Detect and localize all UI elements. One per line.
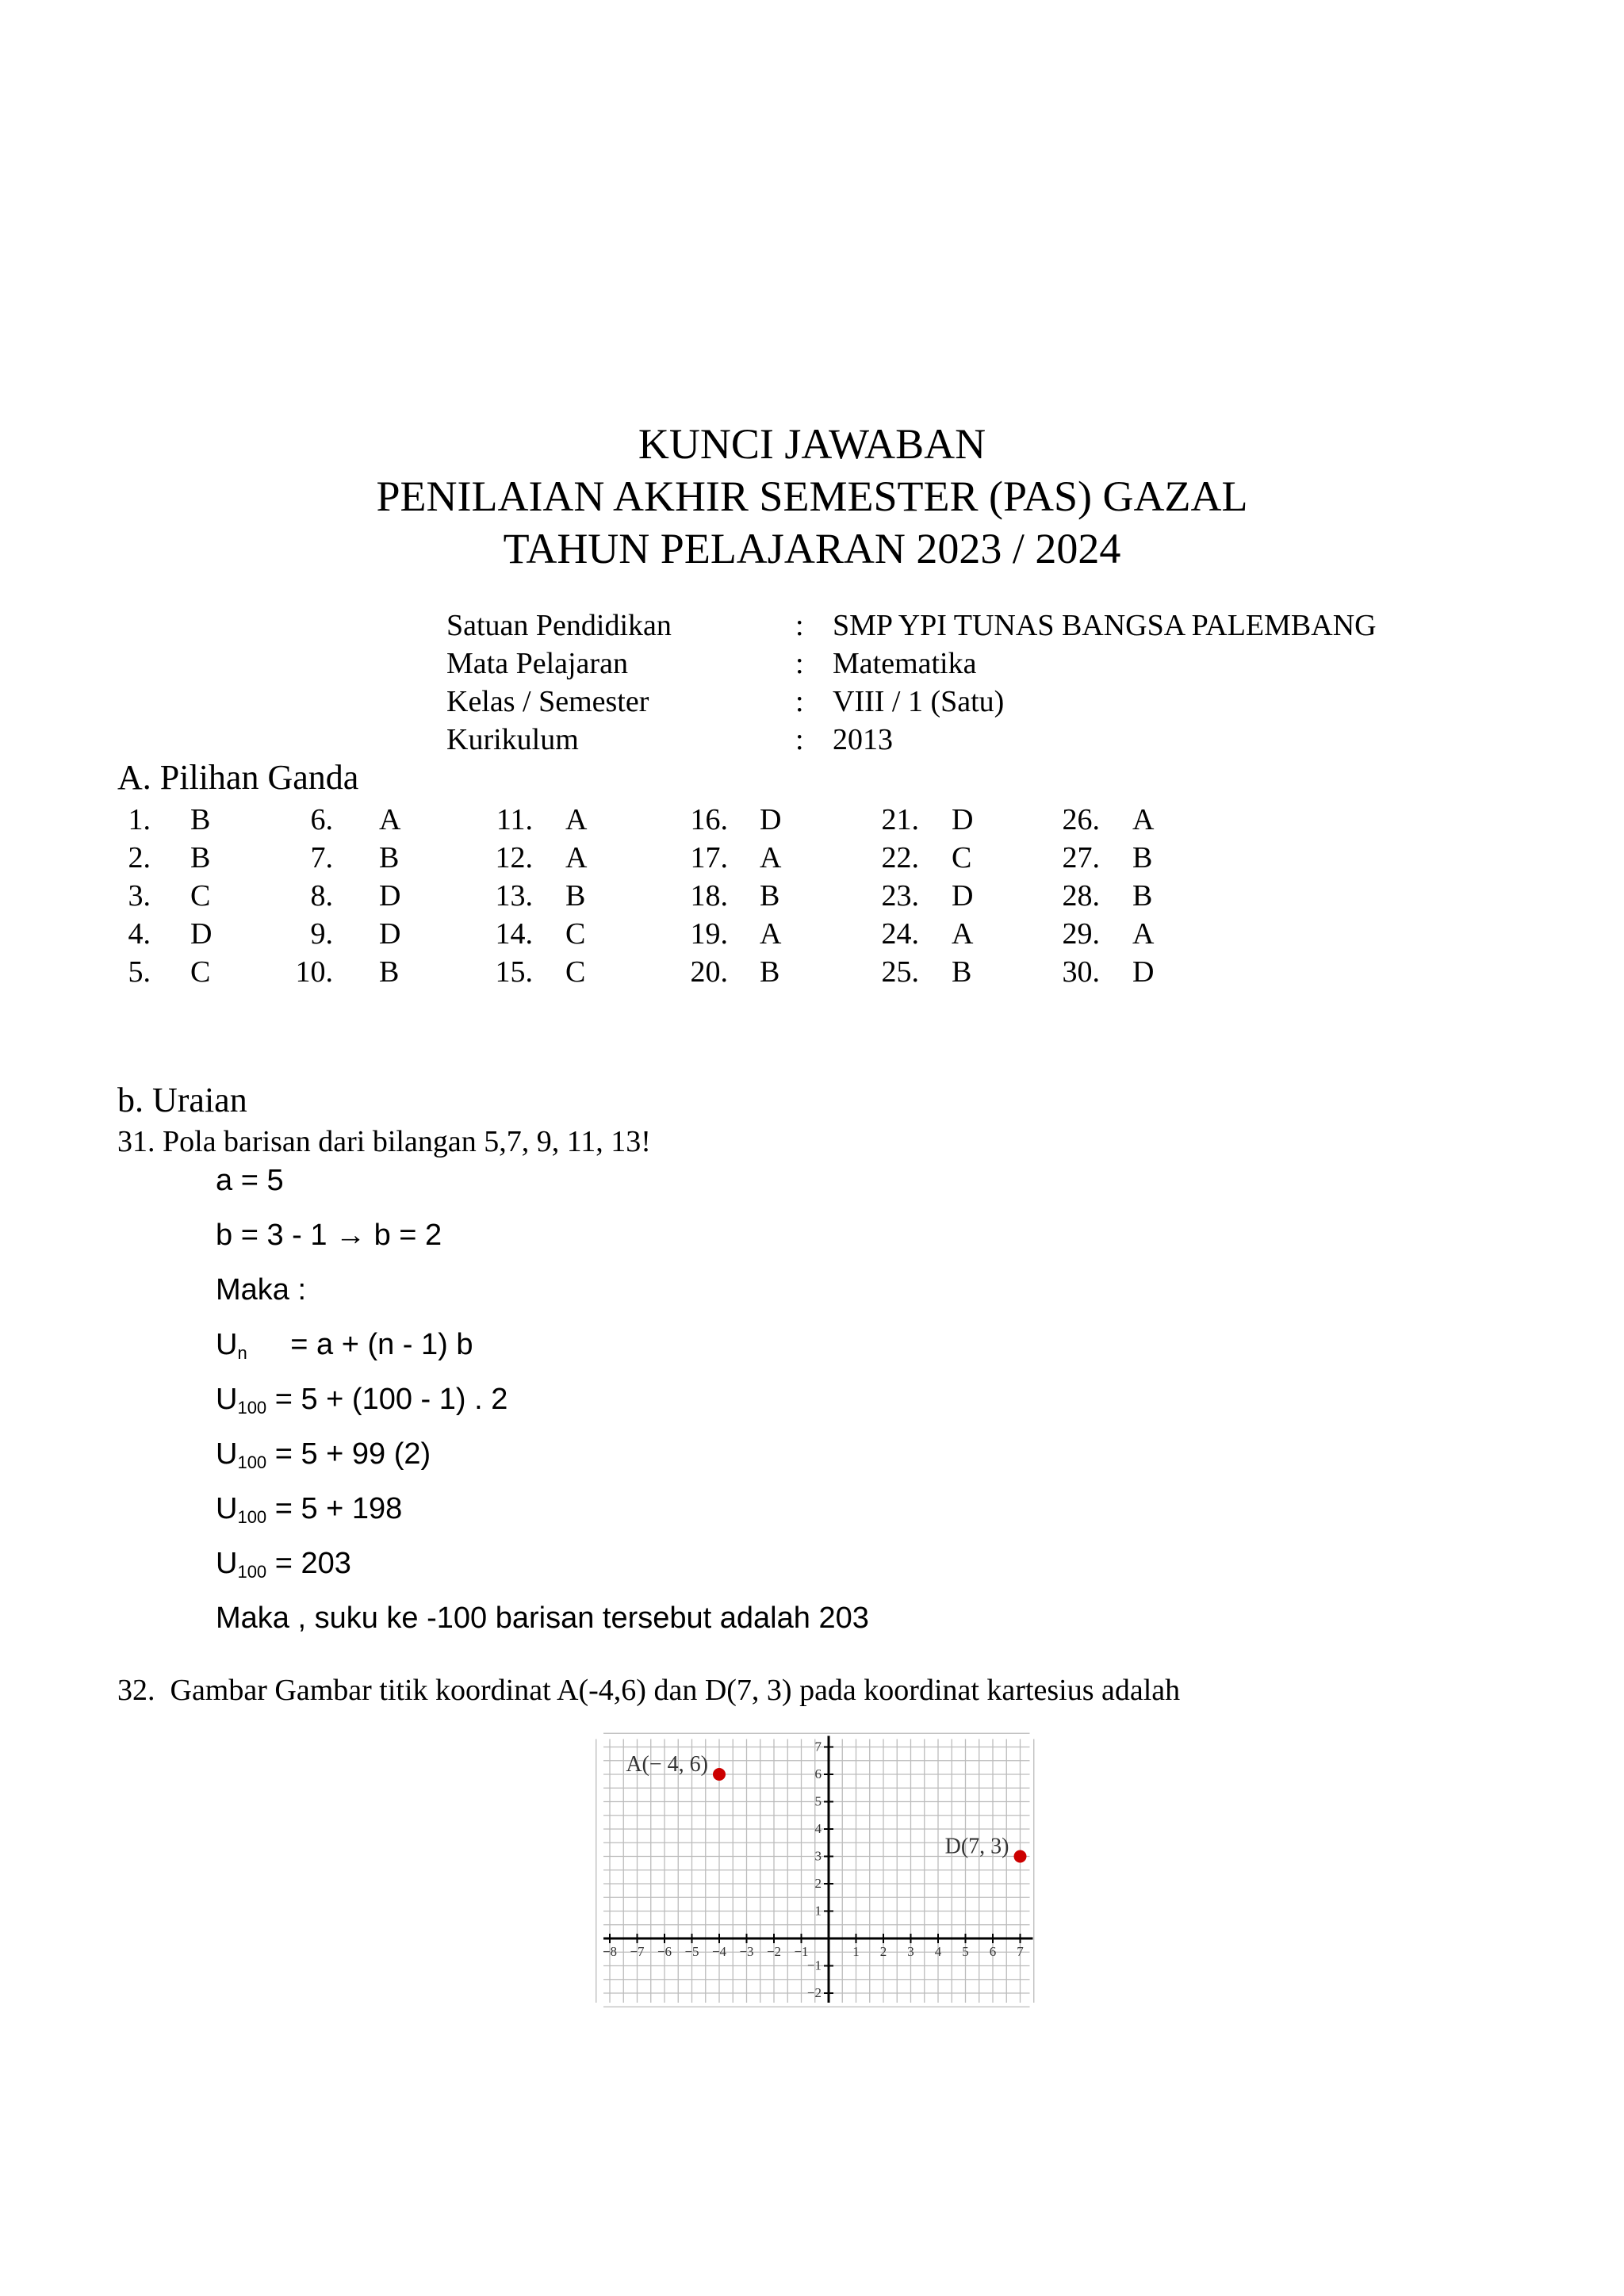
mc-number: 2. <box>128 841 151 874</box>
u100-1-sub: 100 <box>237 1398 267 1418</box>
y-tick-label: 3 <box>814 1848 822 1864</box>
mc-number: 16. <box>690 803 728 836</box>
mc-answer: A <box>1132 917 1155 951</box>
u100-4-u: U <box>216 1547 238 1580</box>
y-tick-label: 1 <box>814 1903 822 1919</box>
x-tick-label: 3 <box>907 1944 914 1959</box>
mc-answer: D <box>1132 955 1155 989</box>
x-tick-label: −3 <box>739 1944 754 1959</box>
mc-answer: A <box>565 841 588 874</box>
mc-number: 15. <box>495 955 533 989</box>
step-u100-4 <box>216 1547 351 1582</box>
x-tick-label: −5 <box>684 1944 699 1959</box>
section-a-title: A. Pilihan Ganda <box>117 758 359 797</box>
mc-answer: B <box>190 803 211 836</box>
mc-answer: B <box>760 955 780 989</box>
x-tick-label: −1 <box>794 1944 809 1959</box>
mc-number: 24. <box>881 917 919 951</box>
info-key: Satuan Pendidikan <box>446 609 672 642</box>
u100-2-rest: = 5 + 99 (2) <box>266 1437 431 1471</box>
mc-answer: C <box>190 879 211 913</box>
mc-answer: B <box>190 841 211 874</box>
mc-answer: D <box>379 879 401 913</box>
mc-number: 20. <box>690 955 728 989</box>
mc-answer: A <box>760 841 782 874</box>
mc-answer: B <box>379 841 400 874</box>
y-tick-label: −2 <box>806 1985 822 2000</box>
info-colon: : <box>795 685 804 718</box>
mc-number: 14. <box>495 917 533 951</box>
mc-number: 21. <box>881 803 919 836</box>
u100-3-sub: 100 <box>237 1507 267 1527</box>
x-tick-label: −6 <box>657 1944 672 1959</box>
mc-answer: D <box>379 917 401 951</box>
mc-number: 28. <box>1062 879 1100 913</box>
mc-number: 3. <box>128 879 151 913</box>
mc-number: 30. <box>1062 955 1100 989</box>
mc-answer: A <box>1132 803 1155 836</box>
x-tick-label: −2 <box>766 1944 782 1959</box>
info-key: Kelas / Semester <box>446 685 649 718</box>
info-key: Kurikulum <box>446 723 579 756</box>
x-tick-label: −7 <box>630 1944 645 1959</box>
point-marker <box>713 1768 726 1781</box>
mc-answer: B <box>760 879 780 913</box>
mc-answer: D <box>760 803 782 836</box>
point-label: D(7, 3) <box>944 1834 1009 1859</box>
mc-number: 10. <box>295 955 333 989</box>
info-colon: : <box>795 609 804 642</box>
point-marker <box>1014 1850 1027 1863</box>
step-u100-3 <box>216 1492 402 1528</box>
mc-number: 8. <box>310 879 333 913</box>
title-line-3: TAHUN PELAJARAN 2023 / 2024 <box>503 525 1121 572</box>
mc-number: 27. <box>1062 841 1100 874</box>
un-sub: n <box>237 1343 247 1363</box>
x-tick-label: 6 <box>989 1944 997 1959</box>
x-tick-label: 2 <box>879 1944 887 1959</box>
mc-number: 22. <box>881 841 919 874</box>
un-u: U <box>216 1328 238 1361</box>
mc-answer: B <box>952 955 972 989</box>
mc-number: 11. <box>496 803 533 836</box>
step-u100-1 <box>216 1383 508 1418</box>
mc-number: 5. <box>128 955 151 989</box>
mc-answer: C <box>565 917 586 951</box>
mc-number: 29. <box>1062 917 1100 951</box>
mc-number: 6. <box>310 803 333 836</box>
mc-number: 1. <box>128 803 151 836</box>
x-tick-label: 1 <box>852 1944 860 1959</box>
y-tick-label: −1 <box>806 1957 822 1973</box>
x-tick-label: −8 <box>602 1944 618 1959</box>
mc-answer: B <box>379 955 400 989</box>
y-tick-label: 5 <box>814 1793 822 1809</box>
u100-3-rest: = 5 + 198 <box>266 1492 403 1525</box>
question-32: 32. Gambar Gambar titik koordinat A(-4,6) dan D(7, 3) pada koordinat kartesius adalah <box>117 1674 1181 1707</box>
step-maka: Maka : <box>216 1273 307 1307</box>
mc-number: 4. <box>128 917 151 951</box>
info-colon: : <box>795 647 804 680</box>
title-line-1: KUNCI JAWABAN <box>638 420 986 468</box>
u100-2-sub: 100 <box>237 1452 267 1472</box>
mc-answer: B <box>565 879 586 913</box>
mc-answer: A <box>565 803 588 836</box>
step-a: a = 5 <box>216 1164 284 1197</box>
mc-answer: B <box>1132 841 1153 874</box>
step-un <box>216 1328 473 1364</box>
info-colon: : <box>795 723 804 756</box>
mc-number: 19. <box>690 917 728 951</box>
mc-answer: A <box>379 803 401 836</box>
info-value: VIII / 1 (Satu) <box>833 685 1005 718</box>
mc-answer: D <box>190 917 213 951</box>
u100-1-rest: = 5 + (100 - 1) . 2 <box>266 1383 508 1416</box>
mc-number: 17. <box>690 841 728 874</box>
step-b: b = 3 - 1 → b = 2 <box>216 1219 442 1252</box>
x-tick-label: 7 <box>1017 1944 1024 1959</box>
x-tick-label: 4 <box>934 1944 942 1959</box>
mc-number: 18. <box>690 879 728 913</box>
mc-answer: A <box>952 917 974 951</box>
mc-number: 26. <box>1062 803 1100 836</box>
info-value: Matematika <box>833 647 977 680</box>
step-u100-2 <box>216 1437 431 1473</box>
info-value: 2013 <box>833 723 893 756</box>
u100-4-rest: = 203 <box>266 1547 351 1580</box>
question-31: 31. Pola barisan dari bilangan 5,7, 9, 11, 13! <box>117 1125 651 1158</box>
u100-1-u: U <box>216 1383 238 1416</box>
point-label: A(− 4, 6) <box>626 1752 708 1777</box>
y-tick-label: 2 <box>814 1876 822 1891</box>
mc-answer: B <box>1132 879 1153 913</box>
y-tick-label: 7 <box>814 1739 822 1755</box>
info-key: Mata Pelajaran <box>446 647 628 680</box>
mc-answer: C <box>190 955 211 989</box>
mc-number: 13. <box>495 879 533 913</box>
mc-answer: C <box>952 841 972 874</box>
mc-number: 7. <box>310 841 333 874</box>
mc-number: 23. <box>881 879 919 913</box>
mc-number: 9. <box>310 917 333 951</box>
mc-answer: D <box>952 803 974 836</box>
un-rest: = a + (n - 1) b <box>290 1328 473 1361</box>
mc-answer: A <box>760 917 782 951</box>
step-conclusion: Maka , suku ke -100 barisan tersebut adalah 203 <box>216 1601 869 1635</box>
section-b-title: b. Uraian <box>117 1081 247 1119</box>
x-tick-label: −4 <box>711 1944 727 1959</box>
title-line-2: PENILAIAN AKHIR SEMESTER (PAS) GAZAL <box>376 473 1248 520</box>
u100-2-u: U <box>216 1437 238 1471</box>
u100-3-u: U <box>216 1492 238 1525</box>
info-value: SMP YPI TUNAS BANGSA PALEMBANG <box>833 609 1377 642</box>
mc-number: 12. <box>495 841 533 874</box>
mc-answer: D <box>952 879 974 913</box>
y-tick-label: 6 <box>814 1766 822 1781</box>
x-tick-label: 5 <box>962 1944 969 1959</box>
mc-number: 25. <box>881 955 919 989</box>
y-tick-label: 4 <box>814 1821 822 1836</box>
coordinate-plane <box>587 1739 1047 2000</box>
u100-4-sub: 100 <box>237 1562 267 1582</box>
mc-answer: C <box>565 955 586 989</box>
